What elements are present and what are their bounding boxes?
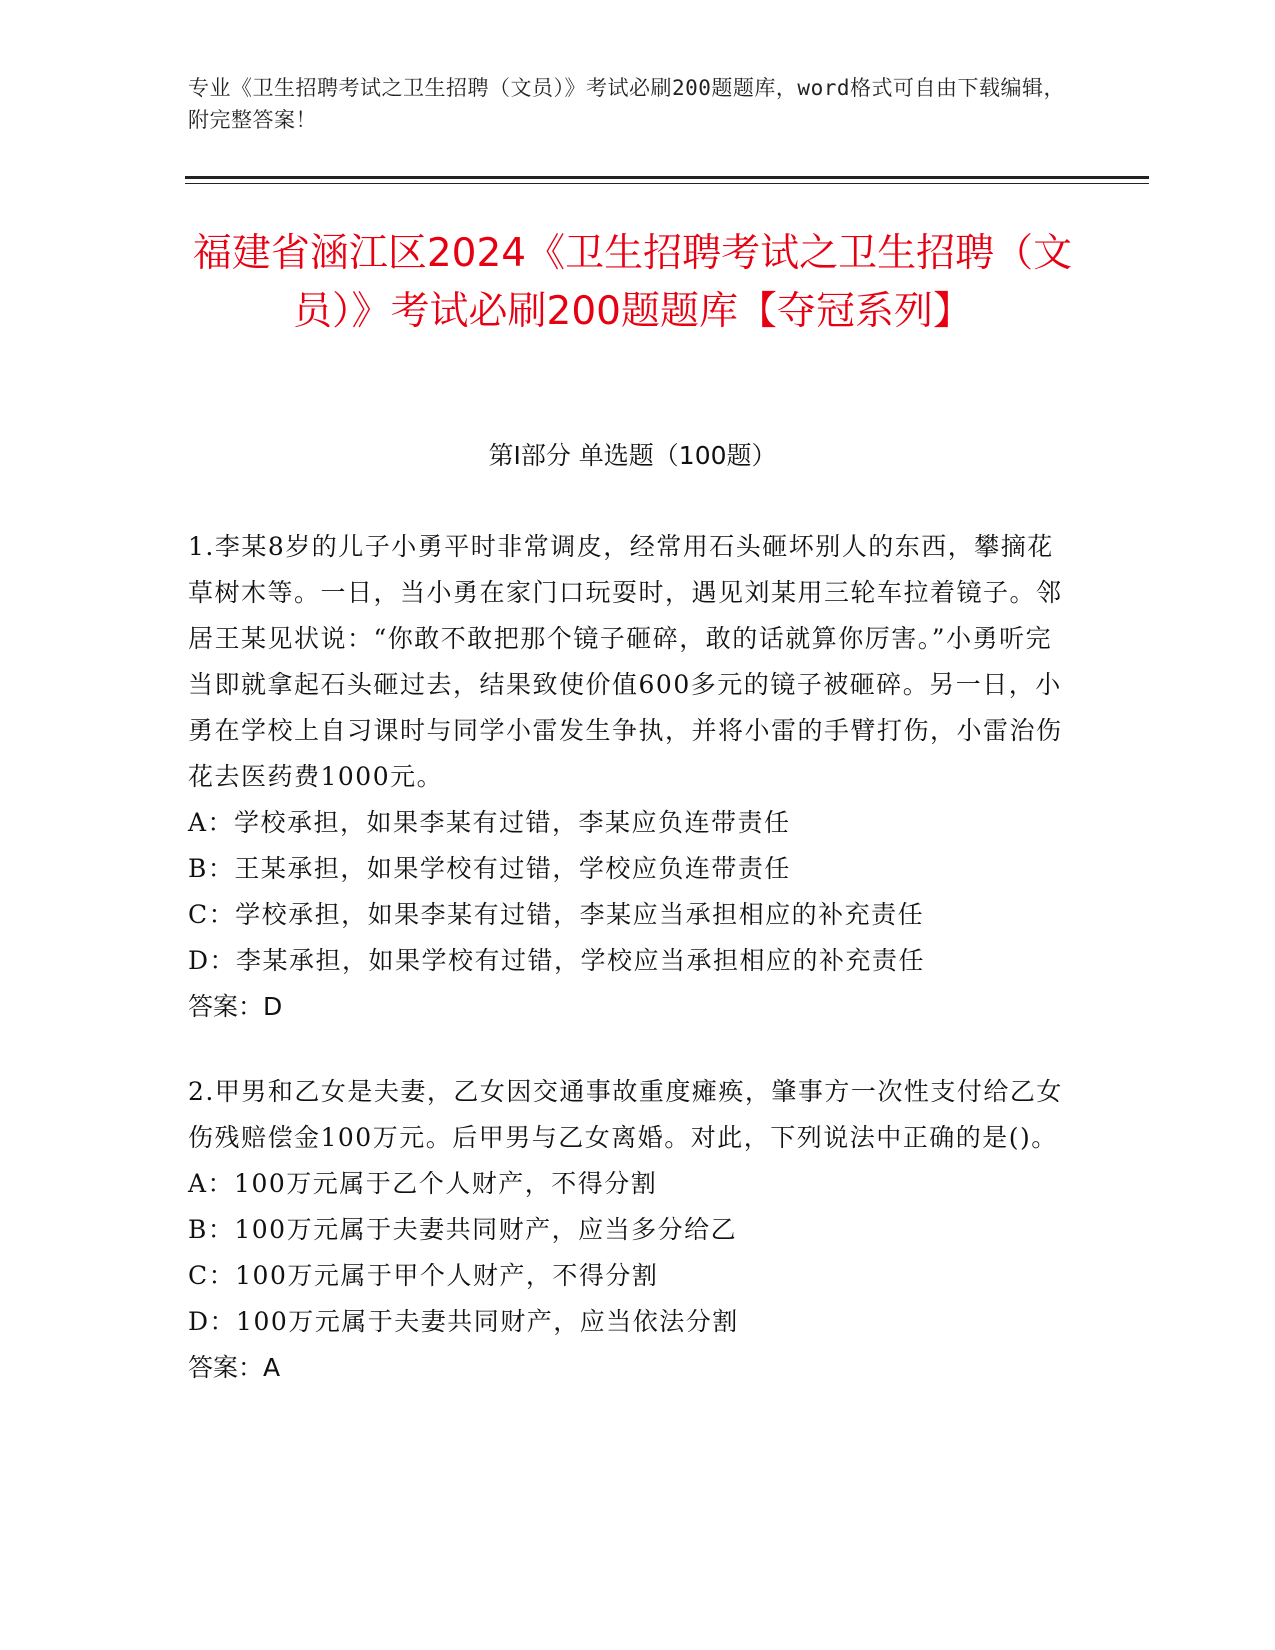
document-title: 福建省涵江区2024《卫生招聘考试之卫生招聘（文员）》考试必刷200题题库【夺冠系列】 xyxy=(192,231,1073,334)
option-c: C：100万元属于甲个人财产，不得分割 xyxy=(188,1261,659,1290)
option-b: B：100万元属于夫妻共同财产，应当多分给乙 xyxy=(188,1215,738,1244)
option-b: B：王某承担，如果学校有过错，学校应负连带责任 xyxy=(188,854,791,883)
option-a: A：学校承担，如果李某有过错，李某应负连带责任 xyxy=(188,808,791,837)
header-divider-thin xyxy=(185,183,1149,184)
question-stem: 1.李某8岁的儿子小勇平时非常调皮，经常用石头砸坏别人的东西，攀摘花草树木等。一日，当小勇在家门口玩耍时，遇见刘某用三轮车拉着镜子。邻居王某见状说：“你敢不敢把那个镜子砸碎，敢的话就算你厉害。”小勇听完当即就拿起石头砸过去，结果致使价值600多元的镜子被砸碎。另一日，小勇在学校上自习课时与同学小雷发生争执，并将小雷的手臂打伤，小雷治伤花去医药费1000元。 xyxy=(188,532,1063,791)
question-stem: 2.甲男和乙女是夫妻，乙女因交通事故重度瘫痪，肇事方一次性支付给乙女伤残赔偿金100万元。后甲男与乙女离婚。对此，下列说法中正确的是()。 xyxy=(188,1077,1063,1152)
section-title: 第Ⅰ部分 单选题（100题） xyxy=(488,441,777,470)
answer: 答案：A xyxy=(188,1353,281,1382)
header-divider-thick xyxy=(185,176,1149,179)
option-d: D：100万元属于夫妻共同财产，应当依法分割 xyxy=(188,1307,739,1336)
option-d: D：李某承担，如果学校有过错，学校应当承担相应的补充责任 xyxy=(188,946,926,975)
header-note: 专业《卫生招聘考试之卫生招聘（文员）》考试必刷200题题库，word格式可自由下载编辑，附完整答案！ xyxy=(188,76,1065,132)
option-a: A：100万元属于乙个人财产，不得分割 xyxy=(188,1169,658,1198)
question-2 xyxy=(188,1069,1068,1391)
question-1 xyxy=(188,524,1068,1030)
option-c: C：学校承担，如果李某有过错，李某应当承担相应的补充责任 xyxy=(188,900,925,929)
answer: 答案：D xyxy=(188,992,283,1021)
